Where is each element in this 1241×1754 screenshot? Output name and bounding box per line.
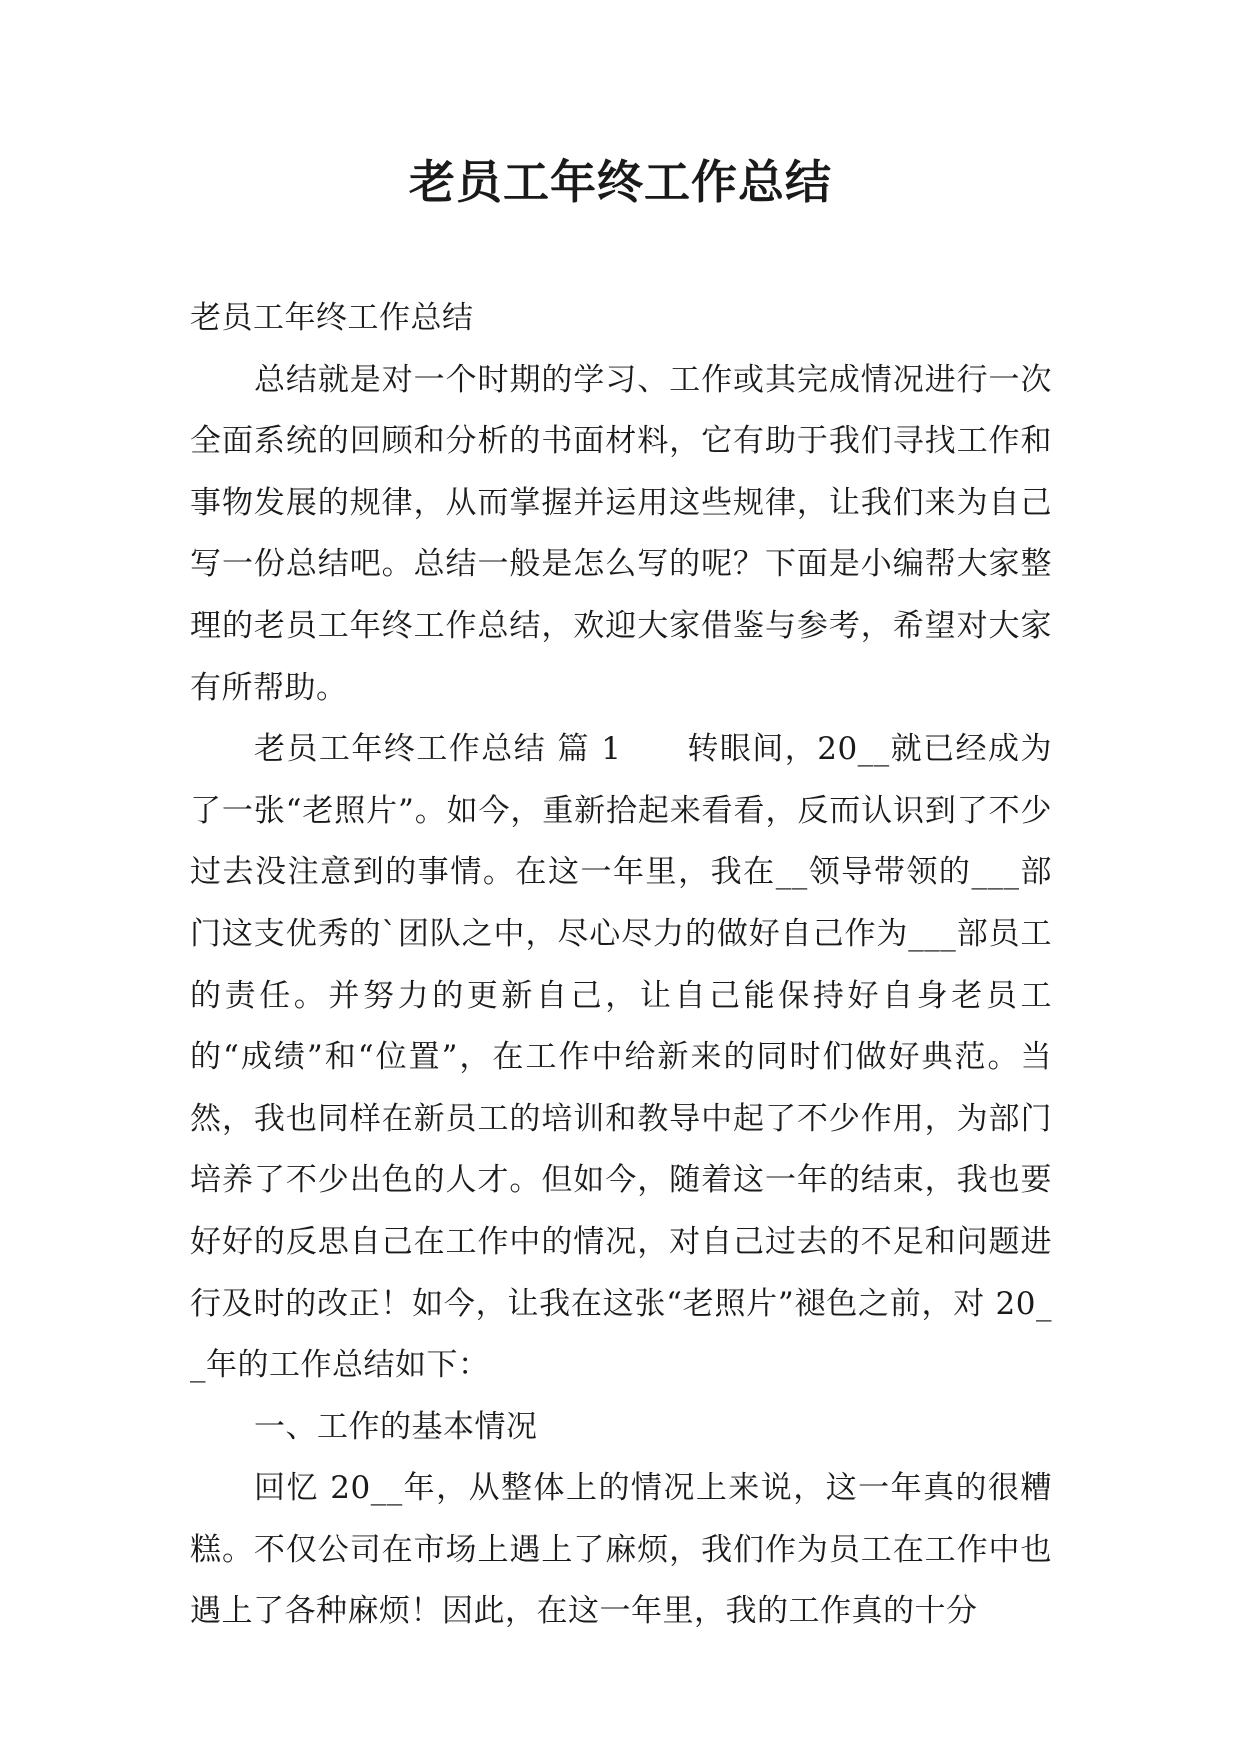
intro-paragraph: 总结就是对一个时期的学习、工作或其完成情况进行一次全面系统的回顾和分析的书面材料，它有助于我们寻找工作和事物发展的规律，从而掌握并运用这些规律，让我们来为自己写一份总结吧。总结一般是怎么写的呢？下面是小编帮大家整理的老员工年终工作总结，欢迎大家借鉴与参考，希望对大家有所帮助。: [190, 361, 1052, 706]
subtitle-paragraph: 老员工年终工作总结: [190, 300, 474, 336]
review-paragraph: 回忆 20__年，从整体上的情况上来说，这一年真的很糟糕。不仅公司在市场上遇上了麻烦，我们作为员工在工作中也遇上了各种麻烦！因此，在这一年里，我的工作真的十分: [190, 1470, 1052, 1630]
document-body: [190, 288, 1052, 1643]
chapter-1-paragraph: 老员工年终工作总结 篇 1 转眼间，20__就已经成为了一张“老照片”。如今，重新拾起来看看，反而认识到了不少过去没注意到的事情。在这一年里，我在__领导带领的___部门这支优秀的`团队之中，尽心尽力的做好自己作为___部员工的责任。并努力的更新自己，让自己能保持好自身老员工的“成绩”和“位置”，在工作中给新来的同时们做好典范。当然，我也同样在新员工的培训和教导中起了不少作用，为部门培养了不少出色的人才。但如今，随着这一年的结束，我也要好好的反思自己在工作中的情况，对自己过去的不足和问题进行及时的改正！如今，让我在这张“老照片”褪色之前，对 20__年的工作总结如下：: [190, 731, 1052, 1384]
section-heading-basic-situation: 一、工作的基本情况: [254, 1408, 538, 1445]
document-title: 老员工年终工作总结: [409, 155, 832, 209]
